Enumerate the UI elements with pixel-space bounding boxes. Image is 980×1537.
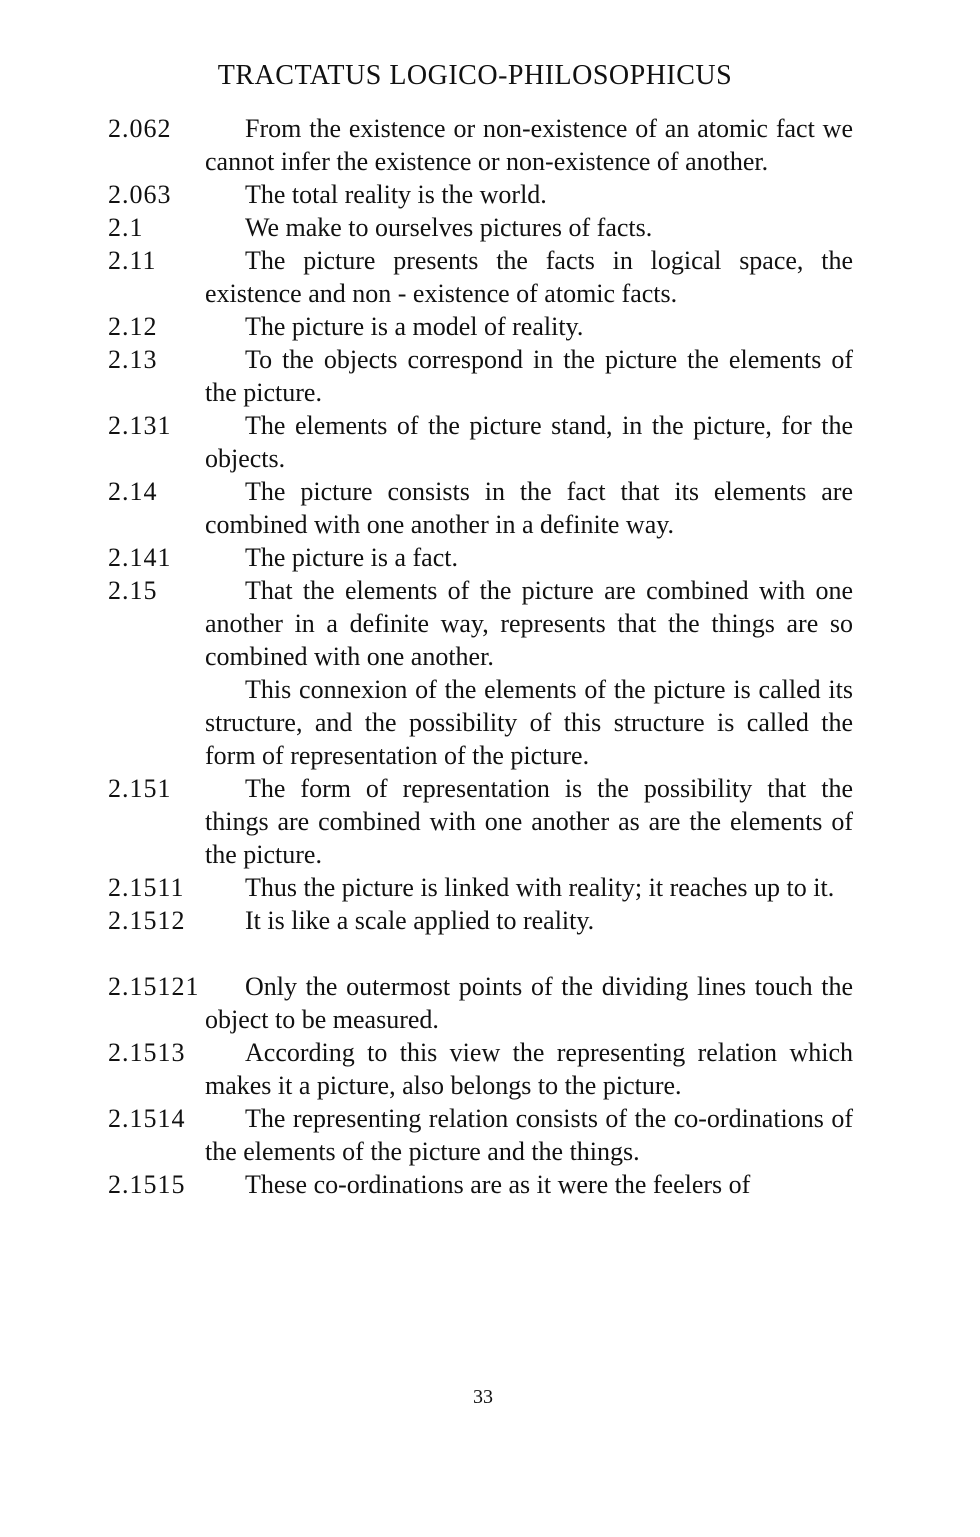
proposition-text: The representing relation consists of the co-ordinations of the elements of the picture and the things. xyxy=(205,1104,853,1166)
proposition-text: The picture presents the facts in logical space, the existence and non - existence of atomic facts. xyxy=(205,246,853,308)
proposition-number: 2.14 xyxy=(108,477,158,506)
proposition-2-15121 xyxy=(108,970,853,1036)
proposition-2-14 xyxy=(108,475,853,541)
proposition-2-15 xyxy=(108,574,853,772)
proposition-2-1515 xyxy=(108,1168,853,1201)
proposition-2-1511 xyxy=(108,871,853,904)
proposition-text: The total reality is the world. xyxy=(245,180,547,209)
proposition-text: The picture is a model of reality. xyxy=(245,312,584,341)
proposition-text: These co-ordinations are as it were the feelers of xyxy=(245,1170,751,1199)
proposition-text: Thus the picture is linked with reality; it reaches up to it. xyxy=(245,873,835,902)
proposition-number: 2.1513 xyxy=(108,1038,186,1067)
proposition-2-141 xyxy=(108,541,853,574)
proposition-number: 2.13 xyxy=(108,345,158,374)
proposition-2-063 xyxy=(108,178,853,211)
page-title: TRACTATUS LOGICO-PHILOSOPHICUS xyxy=(217,60,733,91)
proposition-number: 2.1512 xyxy=(108,906,186,935)
proposition-text: Only the outermost points of the dividing lines touch the object to be measured. xyxy=(205,972,853,1034)
proposition-2-12 xyxy=(108,310,853,343)
proposition-2-13 xyxy=(108,343,853,409)
proposition-number: 2.15121 xyxy=(108,972,200,1001)
proposition-number: 2.062 xyxy=(108,114,172,143)
proposition-2-062 xyxy=(108,112,853,178)
proposition-text: The picture is a fact. xyxy=(245,543,458,572)
proposition-text: The form of representation is the possibility that the things are combined with one another as are the elements of the picture. xyxy=(205,774,853,869)
proposition-number: 2.063 xyxy=(108,180,172,209)
proposition-text: To the objects correspond in the picture the elements of the picture. xyxy=(205,345,853,407)
proposition-2-1513 xyxy=(108,1036,853,1102)
proposition-number: 2.141 xyxy=(108,543,172,572)
proposition-number: 2.131 xyxy=(108,411,172,440)
proposition-number: 2.11 xyxy=(108,246,157,275)
proposition-text: This connexion of the elements of the picture is called its structure, and the possibility of this structure is called the form of representation of the picture. xyxy=(205,675,853,770)
proposition-text: We make to ourselves pictures of facts. xyxy=(245,213,653,242)
proposition-number: 2.1511 xyxy=(108,873,185,902)
proposition-text: The picture consists in the fact that its elements are combined with one another in a definite way. xyxy=(205,477,853,539)
proposition-number: 2.15 xyxy=(108,576,158,605)
proposition-text: According to this view the representing relation which makes it a picture, also belongs to the picture. xyxy=(205,1038,853,1100)
proposition-text: The elements of the picture stand, in the picture, for the objects. xyxy=(205,411,853,473)
proposition-2-1514 xyxy=(108,1102,853,1168)
proposition-2-11 xyxy=(108,244,853,310)
proposition-number: 2.1514 xyxy=(108,1104,186,1133)
proposition-2-151 xyxy=(108,772,853,871)
page-number: 33 xyxy=(473,1386,493,1408)
proposition-2-1512 xyxy=(108,904,853,937)
proposition-number: 2.1515 xyxy=(108,1170,186,1199)
proposition-list xyxy=(108,112,853,1201)
proposition-2-131 xyxy=(108,409,853,475)
proposition-2-1 xyxy=(108,211,853,244)
proposition-number: 2.151 xyxy=(108,774,172,803)
proposition-text: That the elements of the picture are combined with one another in a definite way, represents that the things are so combined with one another. xyxy=(205,576,853,671)
proposition-text: From the existence or non-existence of an atomic fact we cannot infer the existence or non-existence of another. xyxy=(205,114,853,176)
proposition-number: 2.12 xyxy=(108,312,158,341)
proposition-text: It is like a scale applied to reality. xyxy=(245,906,595,935)
proposition-number: 2.1 xyxy=(108,213,144,242)
